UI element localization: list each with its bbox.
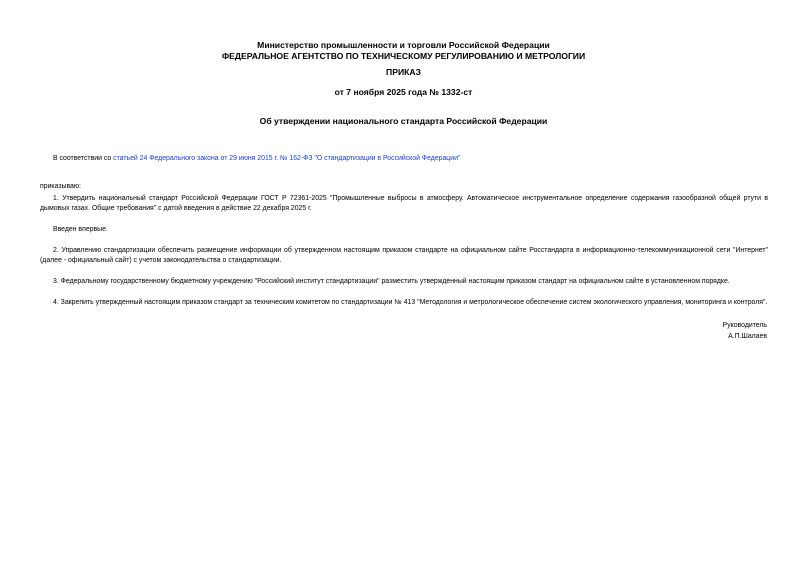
agency-name: ФЕДЕРАЛЬНОЕ АГЕНТСТВО ПО ТЕХНИЧЕСКОМУ РЕГУЛИРОВАНИЮ И МЕТРОЛОГИИ <box>221 51 586 61</box>
preamble-text: В соответствии со <box>53 155 114 162</box>
item-4-paragraph: 4. Закрепить утвержденный настоящим приказом стандарт за техническим комитетом по стандартизации № 413 "Методология и метрологическое обеспечение систем экологического управления, мониторинга и контроля". <box>53 299 768 306</box>
document-body <box>40 154 768 308</box>
order-date-number: от 7 ноября 2025 года № 1332-ст <box>334 87 473 97</box>
preamble-paragraph <box>40 154 768 164</box>
item-3-paragraph: 3. Федеральному государственному бюджетному учреждению "Российский институт стандартизации" разместить утвержденный настоящим приказом стандарт на официальном сайте в установленном порядке. <box>53 278 730 285</box>
document-subject: Об утверждении национального стандарта Российской Федерации <box>259 116 548 126</box>
item-1-paragraph: 1. Утвердить национальный стандарт Российской Федерации ГОСТ Р 72361-2025 "Промышленные выбросы в атмосферу. Автоматическое инструментальное определение содержания газообразной общей ртути в дымовых газах. Общие требования" с датой введения в действие 22 декабря 2025 г. <box>40 195 768 212</box>
order-word: приказываю: <box>40 183 81 190</box>
federal-law-link[interactable]: статьей 24 Федерального закона от 29 июня 2015 г. № 162-ФЗ "О стандартизации в Российской Федерации" <box>113 155 461 162</box>
ministry-name: Министерство промышленности и торговли Российской Федерации <box>257 40 550 50</box>
signature-block <box>723 320 767 342</box>
order-title: ПРИКАЗ <box>386 67 421 77</box>
introduced-note: Введен впервые. <box>53 226 108 233</box>
signatory-name: А.П.Шалаев <box>728 333 767 340</box>
signatory-position: Руководитель <box>722 322 767 329</box>
item-2-paragraph: 2. Управлению стандартизации обеспечить размещение информации об утвержденном настоящим приказом стандарте на официальном сайте Росстандарта в информационно-телекоммуникационной сети "Интернет" (далее - официальный сайт) с учетом законодательства о стандартизации. <box>40 247 768 264</box>
document-header <box>0 40 807 62</box>
